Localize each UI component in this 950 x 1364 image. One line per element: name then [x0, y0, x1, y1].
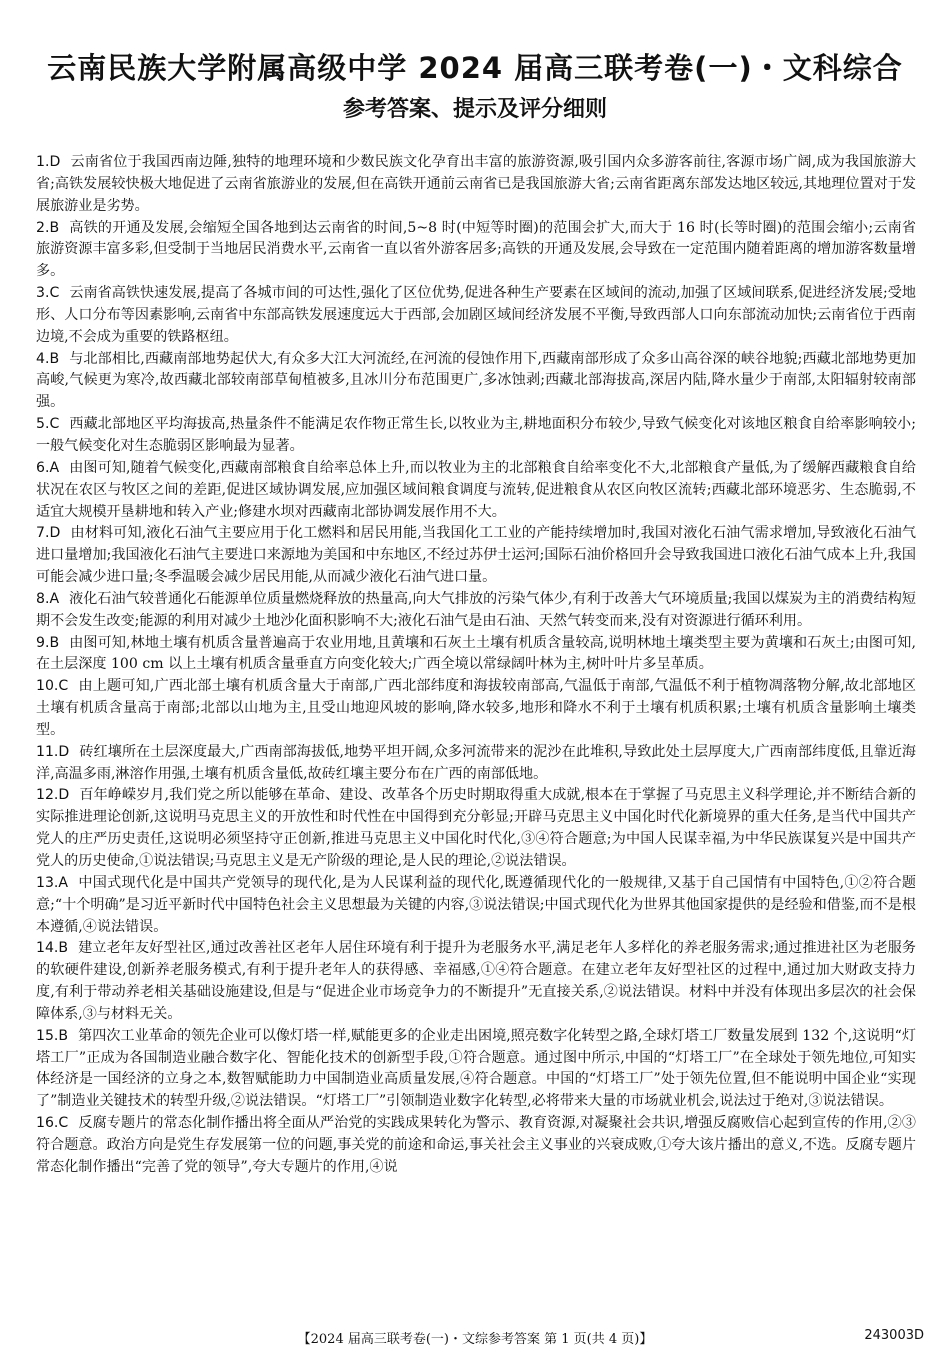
question-number: 6. [36, 459, 50, 476]
answer-item [36, 785, 916, 872]
question-number: 7. [36, 525, 50, 542]
answer-item [36, 676, 916, 742]
answer-item [36, 523, 916, 589]
question-number: 15. [36, 1027, 59, 1044]
answer-item [36, 152, 916, 218]
question-number: 1. [36, 154, 50, 170]
question-number: 4. [36, 350, 50, 367]
answer-item [36, 1113, 916, 1179]
answer-explanation: 反腐专题片的常态化制作播出将全面从严治党的实践成果转化为警示、教育资源,对凝聚社会共识,增强反腐败信心起到宣传的作用,②③符合题意。政治方向是党生存发展第一位的问题,事关党的前途和命运,事关社会主义事业的兴衰成败,①夸大该片播出的意义,不选。反腐专题片常态化制作播出“完善了党的领导”,夸大专题片的作用,④说 [36, 1115, 916, 1175]
question-number: 11. [36, 743, 59, 760]
answer-explanation: 建立老年友好型社区,通过改善社区老年人居住环境有利于提升为老服务水平,满足老年人多样化的养老服务需求;通过推进社区为老服务的软硬件建设,创新养老服务模式,有利于提升老年人的获得感、幸福感,①④符合题意。在建立老年友好型社区的过程中,通过加大财政支持力度,有利于带动养老相关基础设施建设,但是与“促进企业市场竞争力的不断提升”无直接关系,②说法错误。材料中并没有体现出多层次的社会保障体系,③与材料无关。 [36, 940, 916, 1022]
answer-letter: B [58, 940, 69, 957]
question-number: 9. [36, 634, 50, 651]
question-number: 2. [36, 219, 50, 236]
page-subtitle: 参考答案、提示及评分细则 [342, 97, 607, 122]
answer-explanation: 由图可知,随着气候变化,西藏南部粮食自给率总体上升,而以牧业为主的北部粮食自给率变化不大,北部粮食产量低,为了缓解西藏粮食自给状况在农区与牧区之间的差距,促进区域协调发展,应加强区域间粮食调度与流转,促进粮食从农区向牧区流转;西藏北部环境恶劣、生态脆弱,不适宜大规模开垦耕地和转入产业;修建水坝对西藏南北部协调发展作用不大。 [36, 459, 916, 520]
answer-explanation: 由上题可知,广西北部土壤有机质含量大于南部,广西北部纬度和海拔较南部高,气温低于南部,气温低不利于植物凋落物分解,故北部地区土壤有机质含量高于南部;北部以山地为主,且受山地迎风坡的影响,降水较多,地形和降水不利于土壤有机质积累;土壤有机质含量影响土壤类型。 [36, 678, 916, 738]
answer-letter: D [49, 154, 61, 170]
answer-letter: B [49, 350, 60, 367]
answer-explanation: 云南省高铁快速发展,提高了各城市间的可达性,强化了区位优势,促进各种生产要素在区域间的流动,加强了区域间联系,促进经济发展;受地形、人口分布等因素影响,云南省中东部高铁发展速度远大于西部,会加剧区域间经济发展不平衡,导致西部人口向东部流动加快;云南省位于西南边境,不会成为重要的铁路枢纽。 [36, 285, 916, 345]
answer-explanation: 西藏北部地区平均海拔高,热量条件不能满足农作物正常生长,以牧业为主,耕地面积分布较少,导致气候变化对该地区粮食自给率影响较小;一般气候变化对生态脆弱区影响最为显著。 [36, 416, 916, 454]
answer-item [36, 742, 916, 786]
answer-letter: B [58, 1027, 69, 1044]
answer-item [36, 458, 916, 524]
answer-letter: A [49, 459, 60, 476]
answer-explanation: 砖红壤所在土层深度最大,广西南部海拔低,地势平坦开阔,众多河流带来的泥沙在此堆积,导致此处土层厚度大,广西南部纬度低,且靠近海洋,高温多雨,淋溶作用强,土壤有机质含量低,故砖红壤主要分布在广西的南部低地。 [36, 743, 916, 782]
answer-letter: C [49, 416, 60, 433]
answer-item [36, 633, 916, 677]
answer-explanation: 液化石油气较普通化石能源单位质量燃烧释放的热量高,向大气排放的污染气体少,有利于改善大气环境质量;我国以煤炭为主的消费结构短期不会发生改变;能源的利用对减少土地沙化面积影响不大;液化石油气是由石油、天然气转变而来,没有对资源进行循环利用。 [36, 590, 916, 629]
question-number: 8. [36, 590, 50, 607]
question-number: 13. [36, 874, 59, 891]
answer-letter: D [58, 787, 70, 804]
answer-item [36, 873, 916, 939]
question-number: 12. [36, 787, 59, 804]
question-number: 3. [36, 285, 50, 302]
answer-item [36, 938, 916, 1025]
answer-explanation: 云南省位于我国西南边陲,独特的地理环境和少数民族文化孕育出丰富的旅游资源,吸引国内众多游客前往,客源市场广阔,成为我国旅游大省;高铁发展较快极大地促进了云南省旅游业的发展,但在高铁开通前云南省已是我国旅游大省;云南省距离东部发达地区较远,其地理位置对于发展旅游业是劣势。 [36, 154, 916, 214]
answer-letter: C [49, 285, 60, 302]
question-number: 16. [36, 1115, 59, 1132]
page-footer: 【2024 届高三联考卷(一)・文综参考答案 第 1 页(共 4 页)】 [297, 1332, 653, 1347]
answer-letter: A [49, 590, 60, 607]
answer-item [36, 283, 916, 349]
question-number: 10. [36, 678, 59, 695]
answer-letter: D [58, 743, 70, 760]
question-number: 14. [36, 940, 59, 957]
answer-explanation: 由图可知,林地土壤有机质含量普遍高于农业用地,且黄壤和石灰土土壤有机质含量较高,说明林地土壤类型主要为黄壤和石灰土;由图可知,在土层深度 100 cm 以上土壤有机质含量垂直方向变化较大;广西全境以常绿阔叶林为主,树叶叶片多呈革质。 [36, 634, 916, 673]
answer-letter: D [49, 525, 61, 542]
answer-letter: A [58, 874, 69, 891]
page-title: 云南民族大学附属高级中学 2024 届高三联考卷(一)・文科综合 [47, 51, 903, 85]
answer-explanation: 与北部相比,西藏南部地势起伏大,有众多大江大河流经,在河流的侵蚀作用下,西藏南部形成了众多山高谷深的峡谷地貌;西藏北部地势更加高峻,气候更为寒冷,故西藏北部较南部草甸植被多,且冰川分布范围更广,多冰蚀剥;西藏北部海拔高,深居内陆,降水量少于南部,太阳辐射较南部强。 [36, 350, 916, 411]
question-number: 5. [36, 416, 50, 433]
answer-item [36, 589, 916, 633]
answer-letter: C [58, 678, 69, 695]
answer-letter: B [49, 634, 60, 651]
answer-letter: B [49, 219, 60, 236]
answer-item [36, 218, 916, 284]
answer-explanation: 高铁的开通及发展,会缩短全国各地到达云南省的时间,5~8 时(中短等时圈)的范围会扩大,而大于 16 时(长等时圈)的范围会缩小;云南省旅游资源丰富多彩,但受制于当地居民消费水平,云南省一直以省外游客居多;高铁的开通及发展,会导致在一定范围内随着距离的增加游客数量增多。 [36, 219, 916, 280]
answer-explanation: 第四次工业革命的领先企业可以像灯塔一样,赋能更多的企业走出困境,照亮数字化转型之路,全球灯塔工厂数量发展到 132 个,这说明“灯塔工厂”正成为各国制造业融合数字化、智能化技术的创新型手段,①符合题意。通过图中所示,中国的“灯塔工厂”在全球处于领先地位,可知实体经济是一国经济的立身之本,数智赋能助力中国制造业高质量发展,④符合题意。中国的“灯塔工厂”处于领先位置,但不能说明中国企业“实现了”制造业关键技术的转型升级,②说法错误。“灯塔工厂”引领制造业数字化转型,必将带来大量的市场就业机会,说法过于绝对,③说法错误。 [36, 1027, 916, 1110]
answer-letter: C [58, 1115, 69, 1132]
document-code: 243003D [864, 1328, 924, 1343]
answer-item [36, 1026, 916, 1113]
answer-explanation: 百年峥嵘岁月,我们党之所以能够在革命、建设、改革各个历史时期取得重大成就,根本在于掌握了马克思主义科学理论,并不断结合新的实际推进理论创新,这说明马克思主义的开放性和时代性在中国得到充分彰显;开辟马克思主义中国化时代化新境界的重大任务,是当代中国共产党人的庄严历史责任,这说明必须坚持守正创新,推进马克思主义中国化时代化,③④符合题意;为中国人民谋幸福,为中华民族谋复兴是中国共产党人的历史使命,①说法错误;马克思主义是无产阶级的理论,是人民的理论,②说法错误。 [36, 787, 916, 869]
answer-list [36, 152, 916, 1179]
answer-explanation: 由材料可知,液化石油气主要应用于化工燃料和居民用能,当我国化工工业的产能持续增加时,我国对液化石油气需求增加,导致液化石油气进口量增加;我国液化石油气主要进口来源地为美国和中东地区,不经过苏伊士运河;国际石油价格回升会导致我国进口液化石油气成本上升,我国可能会减少进口量;冬季温暖会减少居民用能,从而减少液化石油气进口量。 [36, 525, 916, 586]
answer-explanation: 中国式现代化是中国共产党领导的现代化,是为人民谋利益的现代化,既遵循现代化的一般规律,又基于自己国情有中国特色,①②符合题意;“十个明确”是习近平新时代中国特色社会主义思想最为关键的内容,③说法错误;中国式现代化为世界其他国家提供的是经验和借鉴,而不是根本遵循,④说法错误。 [36, 874, 916, 935]
answer-item [36, 349, 916, 415]
answer-item [36, 414, 916, 458]
